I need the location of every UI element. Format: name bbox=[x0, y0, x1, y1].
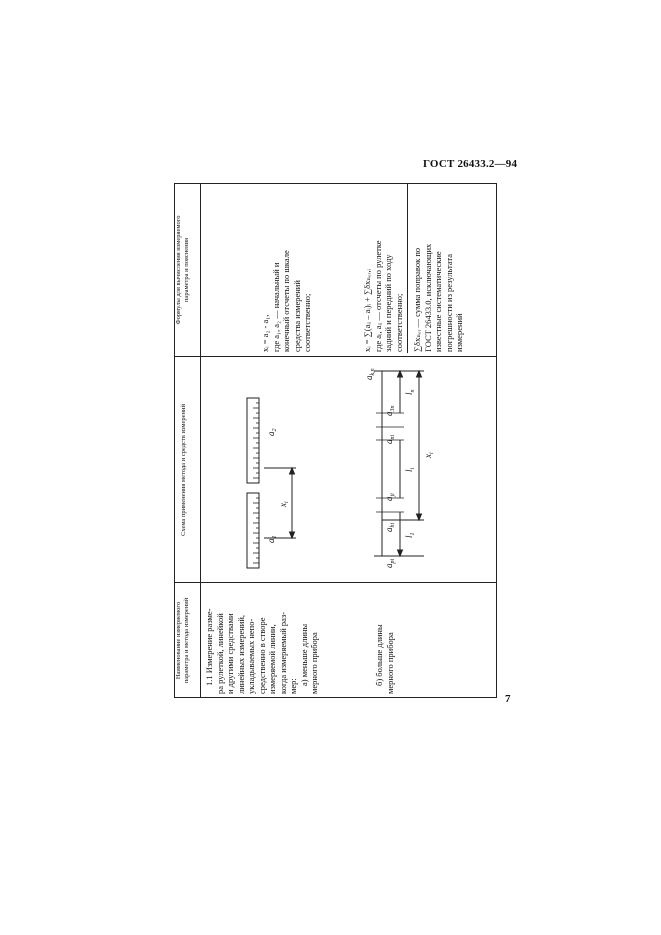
label-ln-base: l bbox=[404, 392, 414, 395]
row-b-formula-line: соответственно; bbox=[393, 293, 404, 352]
row-a-name-line: ра рулеткой, линейкой bbox=[214, 613, 225, 694]
row-a-name-line: когда измеряемый раз- bbox=[277, 611, 288, 694]
row-a-name-line: измеряемой линии, bbox=[267, 624, 277, 694]
label-a2 bbox=[266, 429, 278, 437]
label-a-kn-sub: k,n bbox=[370, 368, 376, 376]
label-a-3n-base: a bbox=[384, 411, 394, 416]
row-a-name-line: а) меньше длины bbox=[298, 623, 309, 686]
label-a-pi-base: a bbox=[384, 563, 394, 568]
row-a-formula-line: где a₁, a₂ — начальный и bbox=[270, 262, 281, 352]
row-a-formula-line: средства измерений bbox=[291, 280, 302, 352]
label-a-ni-base: a bbox=[384, 439, 394, 444]
label-a1-sub: 1 bbox=[272, 535, 278, 539]
label-a-ji bbox=[384, 493, 396, 501]
row-b-note-line: погрешности из результата bbox=[443, 254, 454, 352]
row-a-formula-main: xᵢ = a₂ - a₁, bbox=[260, 314, 270, 352]
label-ln bbox=[404, 389, 416, 395]
row-b-name-line: б) больше длины bbox=[374, 624, 384, 686]
label-xi-base: x bbox=[423, 454, 433, 458]
row-b-note-line: ГОСТ 26433.0, исключающих bbox=[422, 243, 433, 352]
label-x-sub: i bbox=[284, 501, 290, 503]
ruler-2 bbox=[247, 398, 259, 483]
label-a-kn bbox=[364, 368, 376, 380]
row-a-name-line: мерного прибора bbox=[309, 632, 319, 694]
label-a-ji-sub: ji bbox=[390, 493, 396, 497]
xi-arrow-right bbox=[290, 468, 295, 474]
label-a-pi bbox=[384, 559, 396, 569]
measurement-table bbox=[174, 183, 497, 698]
label-a-hi-base: a bbox=[384, 527, 394, 532]
label-a2-base: a bbox=[266, 431, 276, 436]
xi-total-arrow-left bbox=[417, 514, 422, 520]
label-l1 bbox=[404, 532, 416, 538]
column-header-line: параметра и метода измерений bbox=[183, 597, 190, 684]
xi-total-arrow-right bbox=[417, 371, 422, 377]
row-b-note-line: измерений bbox=[454, 313, 464, 352]
column-header-line: Схема применения метода и средств измерений bbox=[180, 404, 187, 536]
row-a-formula-line: соответственно; bbox=[302, 293, 312, 352]
ln-arrow-right bbox=[398, 371, 403, 377]
label-a-ni-sub: ni bbox=[390, 434, 396, 440]
label-a-3n-sub: 3n bbox=[390, 405, 396, 412]
row-b-formula bbox=[362, 186, 406, 352]
label-ln-sub: n bbox=[410, 389, 416, 393]
l1-arrow-left bbox=[398, 550, 403, 556]
label-a-3n bbox=[384, 406, 396, 417]
label-x bbox=[278, 501, 290, 508]
row-a-name-line: 1.1 Измерение разме- bbox=[204, 608, 214, 686]
document-id-header: ГОСТ 26433.2—94 bbox=[423, 158, 518, 170]
column-header-line: параметра и пояснения bbox=[183, 237, 190, 303]
row-b-formula-main: xᵢ = ∑(aᵢᵢ – aᵢ)ᵢ + ∑δxₙₒᵣ,ᵢ bbox=[362, 269, 372, 352]
label-a-hi-sub: hi bbox=[390, 522, 396, 528]
row-a-name-line: мер: bbox=[288, 678, 298, 694]
rotated-table-frame bbox=[174, 183, 497, 698]
row-b-note-line: известные систематические bbox=[433, 251, 443, 352]
label-x-base: x bbox=[278, 503, 288, 507]
label-a-pi-sub: pi bbox=[390, 558, 396, 564]
label-a1 bbox=[266, 536, 278, 544]
row-a-name-line: линейных измерений, bbox=[235, 614, 246, 694]
label-a-hi bbox=[384, 523, 396, 533]
ruler-1 bbox=[247, 493, 259, 568]
row-b-formula-line: задний и передний по ходу bbox=[383, 254, 393, 352]
row-a-name-line: укладываемых непо- bbox=[246, 618, 256, 694]
row-a-name-line: и другими средствами bbox=[225, 613, 235, 694]
label-xi-sub: i bbox=[429, 452, 435, 454]
label-a2-sub: 2 bbox=[272, 428, 278, 432]
label-a-ni bbox=[384, 435, 396, 445]
label-li-sub: i bbox=[410, 467, 416, 470]
label-a-ji-base: a bbox=[384, 496, 394, 501]
label-l1-base: l bbox=[404, 535, 414, 538]
row-a-name-line: средственно в створе bbox=[256, 617, 267, 694]
row-b-note bbox=[412, 186, 482, 352]
label-xi bbox=[423, 452, 435, 459]
row-a-formula bbox=[260, 186, 320, 352]
row-a-formula-line: конечный отсчеты по шкале bbox=[281, 250, 291, 352]
label-li bbox=[404, 467, 416, 472]
row-b-note-main: ∑δxₙₒᵣ — сумма поправок по bbox=[412, 247, 422, 352]
xi-arrow-left bbox=[290, 532, 295, 538]
column-header-line: Формулы для вычисления измеряемого bbox=[175, 215, 182, 325]
label-a-kn-base: a bbox=[364, 375, 374, 380]
label-li-base: l bbox=[404, 469, 414, 472]
column-header-line: Наименование измеряемого bbox=[175, 601, 182, 680]
label-a1-base: a bbox=[266, 538, 276, 543]
row-b-name-line: мерного прибора bbox=[384, 632, 395, 694]
page-number: 7 bbox=[505, 693, 511, 705]
label-l1-sub: 1 bbox=[410, 532, 416, 536]
row-b-formula-line: где aᵢ, aᵢᵢ — отсчеты по рулетке bbox=[372, 240, 383, 352]
